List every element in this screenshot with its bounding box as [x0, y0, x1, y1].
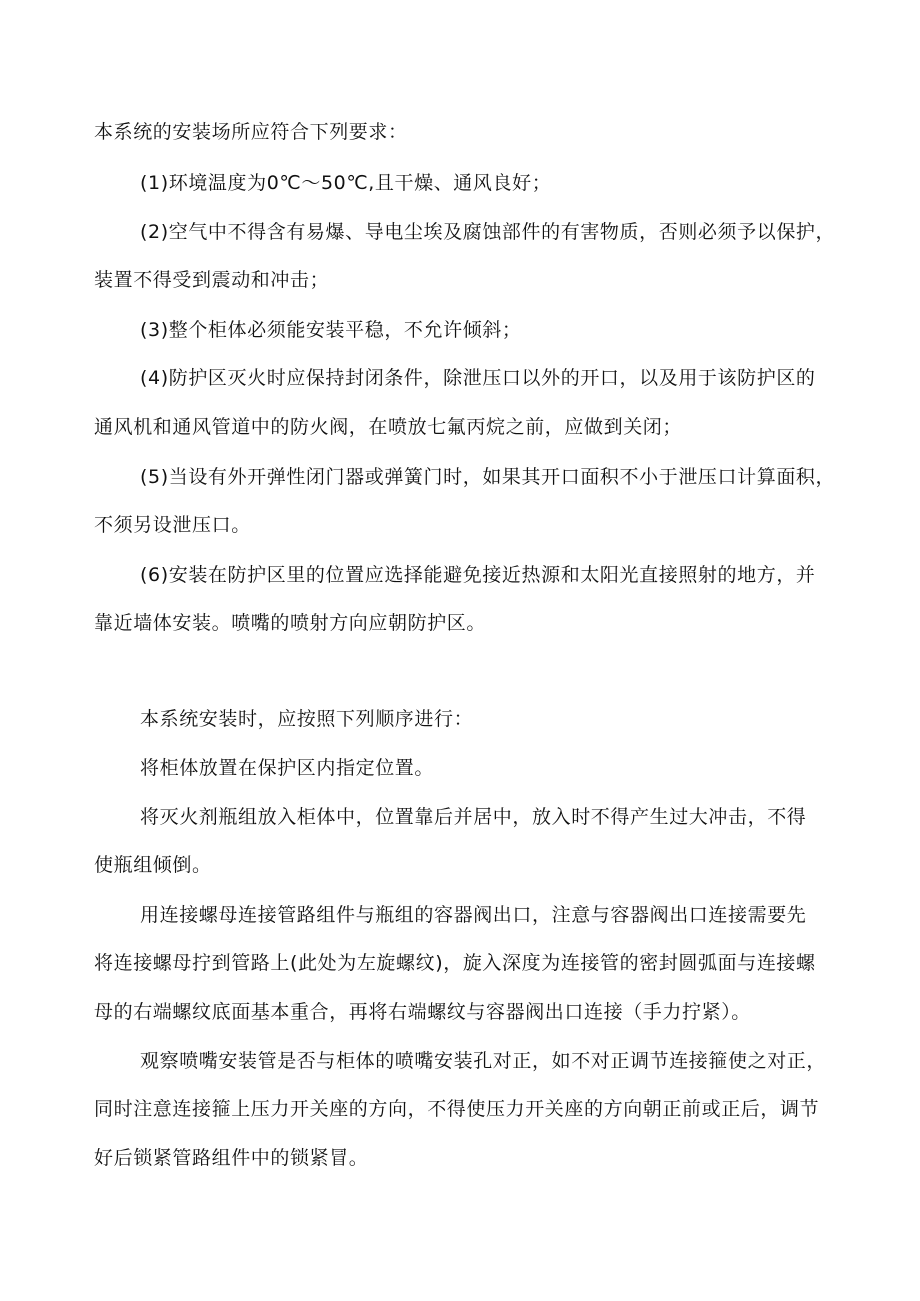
requirement-6-line-2: 靠近墙体安装。喷嘴的喷射方向应朝防护区。	[94, 612, 487, 634]
requirement-4-line-2: 通风机和通风管道中的防火阀，在喷放七氟丙烷之前，应做到关闭；	[94, 416, 683, 438]
install-step-1: 将柜体放置在保护区内指定位置。	[140, 757, 435, 779]
install-step-4-line-3: 好后锁紧管路组件中的锁紧冒。	[94, 1147, 369, 1169]
install-step-2-line-1: 将灭火剂瓶组放入柜体中，位置靠后并居中，放入时不得产生过大冲击，不得	[140, 806, 807, 828]
install-step-4-line-1: 观察喷嘴安装管是否与柜体的喷嘴安装孔对正，如不对正调节连接箍使之对正，	[140, 1050, 827, 1072]
install-step-3-line-1: 用连接螺母连接管路组件与瓶组的容器阀出口，注意与容器阀出口连接需要先	[140, 904, 807, 926]
requirement-5-line-2: 不须另设泄压口。	[94, 514, 251, 536]
section1-intro: 本系统的安装场所应符合下列要求：	[94, 121, 408, 143]
requirement-2-line-2: 装置不得受到震动和冲击；	[94, 269, 330, 291]
install-step-3-line-2: 将连接螺母拧到管路上(此处为左旋螺纹)，旋入深度为连接管的密封圆弧面与连接螺	[94, 952, 816, 974]
requirement-1: (1)环境温度为0℃～50℃,且干燥、通风良好；	[140, 172, 552, 194]
install-step-4-line-2: 同时注意连接箍上压力开关座的方向，不得使压力开关座的方向朝正前或正后，调节	[94, 1098, 820, 1120]
requirement-6-line-1: (6)安装在防护区里的位置应选择能避免接近热源和太阳光直接照射的地方，并	[140, 564, 816, 586]
requirement-3: (3)整个柜体必须能安装平稳，不允许倾斜；	[140, 319, 522, 341]
section2-intro: 本系统安装时，应按照下列顺序进行：	[140, 708, 474, 730]
install-step-2-line-2: 使瓶组倾倒。	[94, 854, 212, 876]
install-step-3-line-3: 母的右端螺纹底面基本重合，再将右端螺纹与容器阀出口连接（手力拧紧）。	[94, 1001, 751, 1023]
requirement-5-line-1: (5)当设有外开弹性闭门器或弹簧门时，如果其开口面积不小于泄压口计算面积，	[140, 466, 836, 488]
requirement-2-line-1: (2)空气中不得含有易爆、导电尘埃及腐蚀部件的有害物质，否则必须予以保护，	[140, 221, 836, 243]
requirement-4-line-1: (4)防护区灭火时应保持封闭条件，除泄压口以外的开口，以及用于该防护区的	[140, 367, 816, 389]
